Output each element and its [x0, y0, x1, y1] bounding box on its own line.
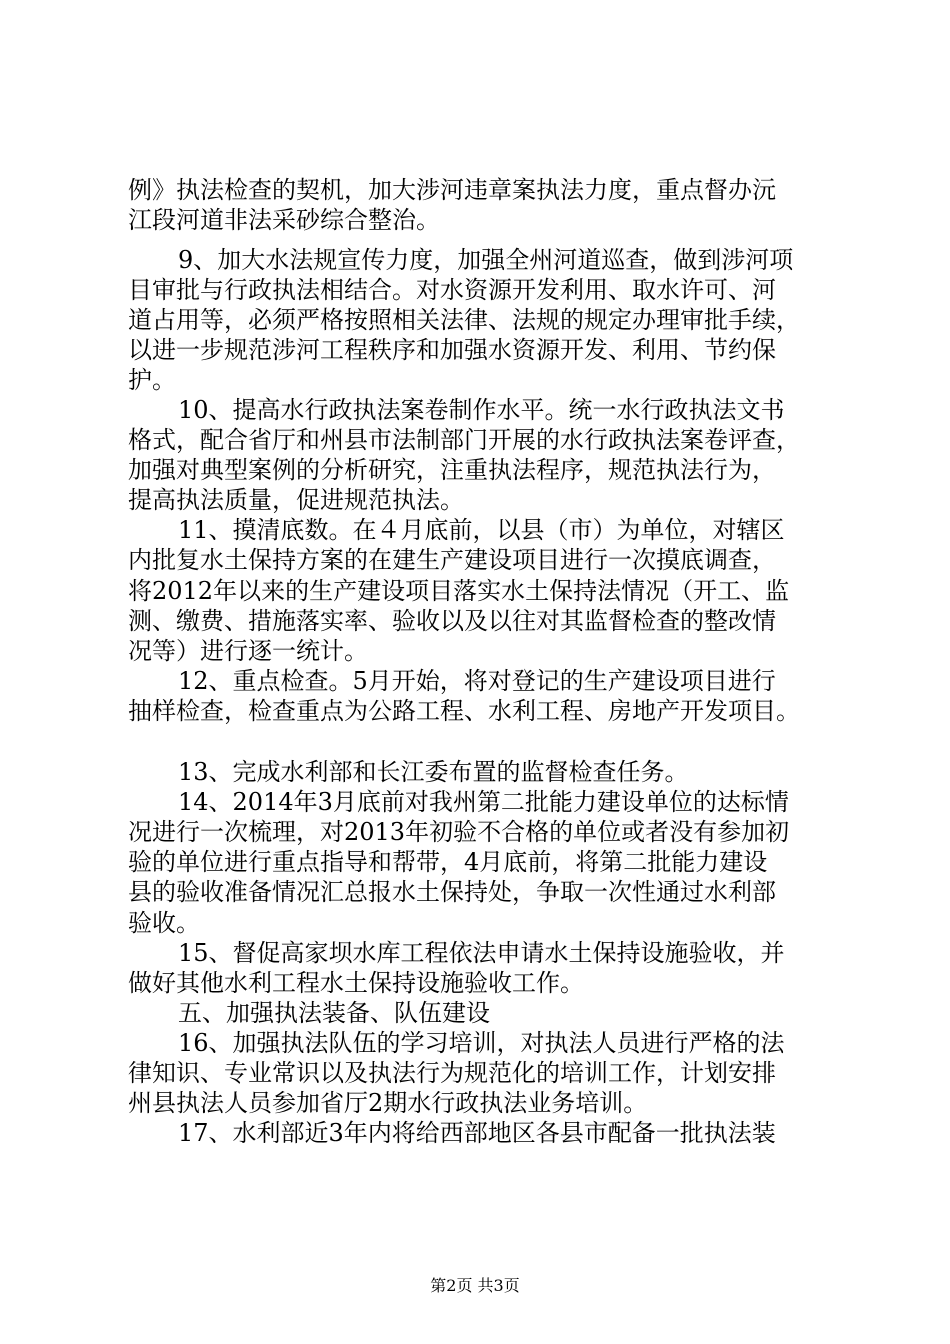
text-line: 14、2014年3月底前对我州第二批能力建设单位的达标情	[178, 788, 789, 817]
text-line: 9、加大水法规宣传力度，加强全州河道巡查，做到涉河项	[178, 246, 794, 275]
text-line: 律知识、专业常识以及执法行为规范化的培训工作，计划安排	[128, 1059, 776, 1088]
text-line: 道占用等，必须严格按照相关法律、法规的规定办理审批手续，	[128, 305, 800, 334]
text-line: 以进一步规范涉河工程秩序和加强水资源开发、利用、节约保	[128, 335, 776, 364]
text-line: 10、提高水行政执法案卷制作水平。统一水行政执法文书	[178, 395, 785, 424]
text-line: 13、完成水利部和长江委布置的监督检查任务。	[178, 758, 689, 787]
text-line: 16、加强执法队伍的学习培训，对执法人员进行严格的法	[178, 1028, 785, 1057]
page-footer: 第2页 共3页	[430, 1276, 520, 1295]
text-line: 15、督促高家坝水库工程依法申请水土保持设施验收，并	[178, 938, 785, 967]
text-line: 验的单位进行重点指导和帮带，4月底前，将第二批能力建设	[128, 848, 768, 877]
text-line: 县的验收准备情况汇总报水土保持处，争取一次性通过水利部	[128, 878, 776, 907]
text-line: 例》执法检查的契机，加大涉河违章案执法力度，重点督办沅	[128, 175, 776, 204]
text-line: 州县执法人员参加省厅2期水行政执法业务培训。	[128, 1089, 648, 1118]
text-line: 目审批与行政执法相结合。对水资源开发利用、取水许可、河	[128, 275, 776, 304]
text-line: 加强对典型案例的分析研究，注重执法程序，规范执法行为，	[128, 456, 776, 485]
text-line: 17、水利部近3年内将给西部地区各县市配备一批执法装	[178, 1119, 776, 1148]
text-line: 护。	[128, 365, 176, 394]
text-line: 江段河道非法采砂综合整治。	[128, 205, 440, 234]
text-line: 将2012年以来的生产建设项目落实水土保持法情况（开工、监	[128, 576, 790, 605]
text-line: 提高执法质量，促进规范执法。	[128, 486, 464, 515]
text-line: 况等）进行逐一统计。	[128, 636, 368, 665]
text-line: 验收。	[128, 908, 200, 937]
text-line: 测、缴费、措施落实率、验收以及以往对其监督检查的整改情	[128, 606, 776, 635]
section-heading: 五、加强执法装备、队伍建设	[178, 998, 490, 1027]
text-line: 做好其他水利工程水土保持设施验收工作。	[128, 968, 584, 997]
text-line: 12、重点检查。5月开始，将对登记的生产建设项目进行	[178, 666, 776, 695]
text-line: 内批复水土保持方案的在建生产建设项目进行一次摸底调查，	[128, 546, 776, 575]
text-line: 格式，配合省厅和州县市法制部门开展的水行政执法案卷评查，	[128, 426, 800, 455]
text-line: 11、摸清底数。在４月底前，以县（市）为单位，对辖区	[178, 516, 785, 545]
text-line: 况进行一次梳理，对2013年初验不合格的单位或者没有参加初	[128, 818, 790, 847]
text-line: 抽样检查，检查重点为公路工程、水利工程、房地产开发项目。	[128, 696, 800, 725]
